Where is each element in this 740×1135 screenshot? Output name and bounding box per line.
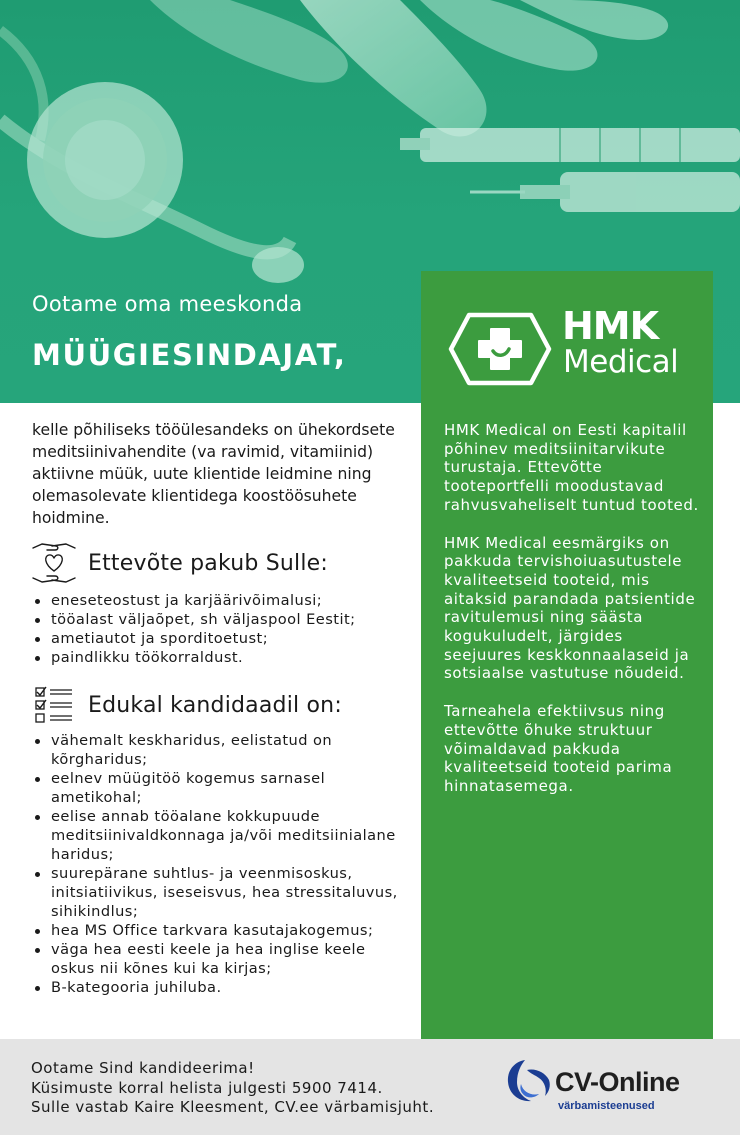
list-item: vähemalt keskharidus, eelistatud on kõrgharidus; <box>32 731 404 769</box>
requirements-heading-row <box>30 683 342 727</box>
footer-line: Küsimuste korral helista julgesti 5900 7414. <box>31 1078 383 1097</box>
company-logo <box>447 304 692 387</box>
company-paragraph: Tarneahela efektiivsus ning ettevõtte õhuke struktuur võimaldavad pakkuda kvaliteetseid tooteid parima hinnatasemega. <box>444 702 673 795</box>
requirements-list <box>32 731 404 997</box>
list-item: ametiautot ja sporditoetust; <box>32 629 412 648</box>
cv-online-mark-icon <box>505 1058 553 1104</box>
hero-intro: Ootame oma meeskonda <box>32 292 303 316</box>
list-item: suurepärane suhtlus- ja veenmisoskus, initsiatiivikus, iseseisvus, hea stressitaluvus, sihikindlus; <box>32 864 404 921</box>
list-item: väga hea eesti keele ja hea inglise keele oskus nii kõnes kui ka kirjas; <box>32 940 404 978</box>
list-item: tööalast väljaõpet, sh väljaspool Eestit; <box>32 610 412 629</box>
list-item: eelise annab tööalane kokkupuude meditsiinivaldkonnaga ja/või meditsiinialane haridus; <box>32 807 404 864</box>
contact-info <box>31 1059 434 1118</box>
logo-mark: HMK <box>562 304 659 348</box>
company-panel <box>421 271 713 1039</box>
footer-line: Ootame Sind kandideerima! <box>31 1059 255 1077</box>
stethoscope-shape <box>0 30 304 283</box>
syringe-shape <box>400 128 740 162</box>
list-item: paindlikku töökorraldust. <box>32 648 412 667</box>
company-description <box>444 421 699 815</box>
hands-heart-icon <box>30 541 78 585</box>
job-description: kelle põhiliseks tööülesandeks on ühekordsete meditsiinivahendite (va ravimid, vitamiinid) aktiivne müük, uute klientide leidmine ning olemasolevate klientidega koostöösuhete hoidmine. <box>32 421 395 527</box>
company-paragraph: HMK Medical eesmärgiks on pakkuda tervishoiuasutustele kvaliteetseid tooteid, mis aitaksid parandada patsientide ravitulemusi ning säästa kogukuludelt, järgides seejuures keskkonnaalaseid ja sotsiaalse vastutuse nõudeid. <box>444 533 696 683</box>
job-title: MÜÜGIESINDAJAT, <box>32 338 347 372</box>
brand-name: CV-Online <box>555 1067 680 1097</box>
offer-heading: Ettevõte pakub Sulle: <box>88 550 329 576</box>
list-item: eneseteostust ja karjäärivõimalusi; <box>32 591 412 610</box>
list-item: eelnev müügitöö kogemus sarnasel ametikohal; <box>32 769 404 807</box>
list-item: hea MS Office tarkvara kasutajakogemus; <box>32 921 404 940</box>
glove-shape <box>150 0 668 136</box>
brand-tagline: värbamisteenused <box>558 1100 655 1112</box>
logo-word: Medical <box>563 344 679 380</box>
medical-cross-hexagon-icon <box>447 311 553 391</box>
offer-list <box>32 591 412 667</box>
offer-heading-row <box>30 541 328 585</box>
footer-line: Sulle vastab Kaire Kleesment, CV.ee värbamisjuht. <box>31 1098 435 1116</box>
list-item: B-kategooria juhiluba. <box>32 978 404 997</box>
company-paragraph: HMK Medical on Eesti kapitalil põhinev meditsiinitarvikute turustaja. Ettevõtte tooteportfelli moodustavad rahvusvaheliselt tuntud tooted. <box>444 421 699 514</box>
checklist-icon <box>30 683 78 727</box>
requirements-heading: Edukal kandidaadil on: <box>88 692 342 718</box>
syringe-shape <box>470 172 740 212</box>
cv-online-logo <box>505 1058 705 1118</box>
footer <box>0 1039 740 1135</box>
